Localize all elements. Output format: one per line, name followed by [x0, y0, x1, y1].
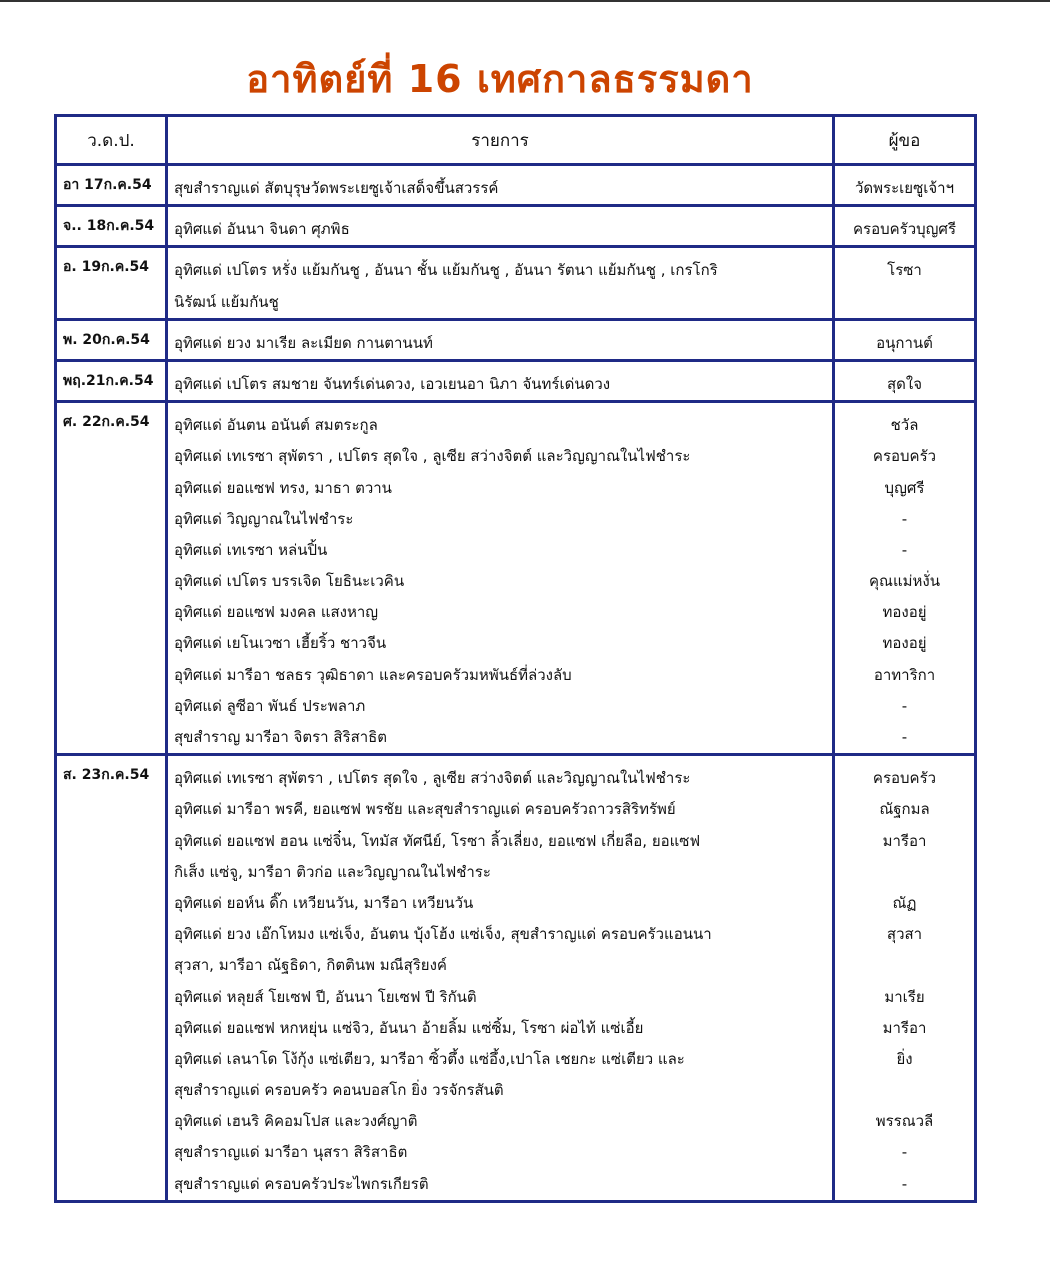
- table-row: [56, 247, 976, 319]
- requester-name: ครอบครัว: [872, 447, 937, 466]
- table-row: [56, 402, 976, 755]
- row-intentions: [167, 755, 834, 1202]
- row-date: พฤ.21ก.ค.54: [56, 360, 167, 401]
- intention-line: นิรัฒน์ แย้มกันชู: [174, 292, 279, 311]
- requester-name: โรซา: [887, 261, 922, 280]
- row-requesters: [834, 206, 976, 247]
- intention-line: อุทิศแด่ ยอแซฟ ฮอน แซ่จิ๋น, โทมัส ทัศนีย์, โรซา ลิ้วเลี่ยง, ยอแซฟ เกี่ยลือ, ยอแซฟ: [174, 831, 701, 850]
- row-intentions: [167, 247, 834, 319]
- row-requesters: [834, 319, 976, 360]
- requester-name: มารีอา: [882, 1018, 927, 1037]
- intention-line: อุทิศแด่ มารีอา ชลธร วุฒิธาดา และครอบครัวมหพันธ์ที่ล่วงลับ: [174, 665, 572, 684]
- row-requesters: [834, 360, 976, 401]
- intention-line: อุทิศแด่ เลนาโด โง้กุ้ง แซ่เตียว, มารีอา ซิ้วตึ้ง แซ่อึ้ง,เปาโล เชยกะ แซ่เตียว และ: [174, 1049, 685, 1068]
- row-intentions: [167, 402, 834, 755]
- table-row: [56, 755, 976, 1202]
- requester-name: [835, 950, 974, 981]
- intention-line: อุทิศแด่ ลูซีอา พันธ์ ประพลาภ: [174, 696, 366, 715]
- requester-name: คุณแม่หงั่น: [869, 572, 940, 591]
- header-items: รายการ: [167, 116, 834, 165]
- table-header-row: [56, 116, 976, 165]
- row-date: อ. 19ก.ค.54: [56, 247, 167, 319]
- intention-line: อุทิศแด่ อันตน อนันต์ สมตระกูล: [174, 416, 378, 435]
- intention-line: อุทิศแด่ อันนา จินดา ศุภพิธ: [174, 220, 350, 239]
- intention-line: อุทิศแด่ วิญญาณในไฟชำระ: [174, 509, 354, 528]
- intention-line: สุขสำราญแด่ สัตบุรุษวัดพระเยซูเจ้าเสด็จขึ้นสวรรค์: [174, 179, 499, 197]
- table-row: [56, 206, 976, 247]
- requester-name: ครอบครัวบุญศรี: [852, 220, 956, 239]
- row-intentions: [167, 165, 834, 206]
- requester-name: -: [901, 696, 908, 715]
- intention-line: อุทิศแด่ ยวง มาเรีย ละเมียด กานตานนท์: [174, 333, 433, 352]
- intention-line: อุทิศแด่ เทเรซา สุพัตรา , เปโตร สุดใจ , ลูเซีย สว่างจิตต์ และวิญญาณในไฟชำระ: [174, 769, 691, 788]
- header-date: ว.ด.ป.: [56, 116, 167, 165]
- intention-line: สุขสำราญแด่ ครอบครัวประไพกรเกียรติ: [174, 1174, 429, 1193]
- intention-line: อุทิศแด่ ยอแซฟ มงคล แสงหาญ: [174, 603, 379, 622]
- intention-line: อุทิศแด่ หลุยส์ โยเซฟ ปี, อันนา โยเซฟ ปี ริกันติ: [174, 987, 477, 1006]
- intention-table: [54, 114, 977, 1203]
- requester-name: ครอบครัว: [872, 769, 937, 788]
- table-row: [56, 165, 976, 206]
- row-date: ศ. 22ก.ค.54: [56, 402, 167, 755]
- row-date: จ.. 18ก.ค.54: [56, 206, 167, 247]
- intention-line: สุขสำราญ มารีอา จิตรา สิริสาธิต: [174, 728, 388, 746]
- requester-name: ชวัล: [890, 416, 919, 435]
- requester-name: -: [901, 540, 908, 559]
- table-body: [56, 165, 976, 1202]
- requester-name: ณัฐกมล: [879, 800, 930, 819]
- requester-name: -: [901, 728, 908, 746]
- row-date: พ. 20ก.ค.54: [56, 319, 167, 360]
- requester-name: -: [901, 1143, 908, 1162]
- requester-name: ณัฏ: [892, 893, 917, 912]
- row-intentions: [167, 360, 834, 401]
- intention-line: อุทิศแด่ เฮนริ คิคอมโปส และวงศ์ญาติ: [174, 1112, 418, 1131]
- requester-name: -: [901, 509, 908, 528]
- requester-name: ทองอยู่: [882, 634, 927, 653]
- requester-name: สุวสา: [886, 925, 923, 944]
- requester-name: ยิ่ง: [896, 1049, 913, 1068]
- top-rule: [0, 0, 1050, 2]
- requester-name: วัดพระเยซูเจ้าฯ: [854, 179, 955, 197]
- requester-name: [835, 857, 974, 888]
- intention-line: อุทิศแด่ เยโนเวซา เฮี้ยริ้ว ชาวจีน: [174, 634, 387, 653]
- requester-name: สุดใจ: [886, 374, 922, 393]
- header-requester: ผู้ขอ: [834, 116, 976, 165]
- requester-name: มาเรีย: [884, 987, 925, 1006]
- requester-name: บุญศรี: [884, 478, 925, 497]
- requester-name: [835, 287, 974, 318]
- row-requesters: [834, 165, 976, 206]
- intention-line: อุทิศแด่ มารีอา พรคี, ยอแซฟ พรชัย และสุขสำราญแด่ ครอบครัวถาวรสิริทรัพย์: [174, 800, 676, 819]
- requester-name: พรรณวลี: [875, 1112, 934, 1131]
- row-requesters: [834, 247, 976, 319]
- intention-line: อุทิศแด่ เทเรซา หล่นปิ้น: [174, 540, 328, 559]
- row-requesters: [834, 755, 976, 1202]
- requester-name: ทองอยู่: [882, 603, 927, 622]
- intention-line: กิเส็ง แซ่จู, มารีอา ติวก่อ และวิญญาณในไฟชำระ: [174, 862, 491, 881]
- requester-name: มารีอา: [882, 831, 927, 850]
- intention-line: สุขสำราญแด่ มารีอา นุสรา สิริสาธิต: [174, 1143, 408, 1162]
- row-requesters: [834, 402, 976, 755]
- table-row: [56, 360, 976, 401]
- intention-line: สุขสำราญแด่ ครอบครัว คอนบอสโก ยิ่ง วรจักรสันติ: [174, 1081, 504, 1100]
- requester-name: อนุกานต์: [876, 333, 933, 352]
- intention-line: อุทิศแด่ เปโตร สมชาย จันทร์เด่นดวง, เอวเยนอา นิภา จันทร์เด่นดวง: [174, 374, 611, 393]
- intention-line: อุทิศแด่ ยวง เอ๊กโหมง แซ่เจ็ง, อันตน บุ้งโฮ้ง แซ่เจ็ง, สุขสำราญแด่ ครอบครัวแอนนา: [174, 925, 712, 944]
- requester-name: -: [901, 1174, 908, 1193]
- row-intentions: [167, 319, 834, 360]
- intention-line: อุทิศแด่ เปโตร หรั่ง แย้มกันชู , อันนา ชั้น แย้มกันชู , อันนา รัตนา แย้มกันชู , เกรโกริ: [174, 261, 718, 280]
- requester-name: อาทาริกา: [873, 665, 936, 684]
- row-date: อา 17ก.ค.54: [56, 165, 167, 206]
- intention-line: อุทิศแด่ ยอห์น ดิ๊ก เหวียนวัน, มารีอา เหวียนวัน: [174, 893, 474, 912]
- requester-name: [835, 1075, 974, 1106]
- intention-line: อุทิศแด่ ยอแซฟ หกหยุ่น แซ่จิว, อันนา อ้ายลิ้ม แซ่ซิ้ม, โรซา ผ่อไท้ แซ่เอี้ย: [174, 1018, 644, 1037]
- intention-line: อุทิศแด่ เทเรซา สุพัตรา , เปโตร สุดใจ , ลูเซีย สว่างจิตต์ และวิญญาณในไฟชำระ: [174, 447, 691, 466]
- table-row: [56, 319, 976, 360]
- intention-line: สุวสา, มารีอา ณัฐธิดา, กิตตินพ มณีสุริยงค์: [174, 956, 447, 975]
- row-date: ส. 23ก.ค.54: [56, 755, 167, 1202]
- row-intentions: [167, 206, 834, 247]
- intention-line: อุทิศแด่ เปโตร บรรเจิด โยธินะเวคิน: [174, 572, 405, 591]
- intention-line: อุทิศแด่ ยอแซฟ ทรง, มาธา ตวาน: [174, 478, 392, 497]
- page-title: อาทิตย์ที่ 16 เทศกาลธรรมดา: [246, 57, 754, 101]
